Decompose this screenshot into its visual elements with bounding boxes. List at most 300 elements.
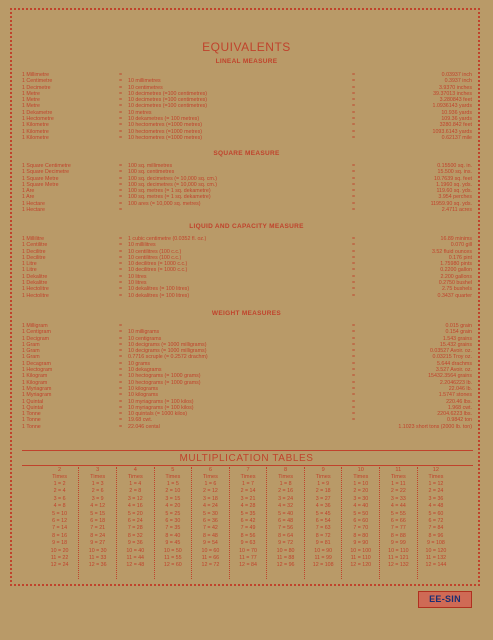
times-row: 5 = 20 xyxy=(127,510,143,517)
table-number: 3 xyxy=(96,467,100,473)
metric-equivalent: 1 cubic centimetre (0.0352 fl. oz.) xyxy=(128,236,207,242)
times-row: 10 = 120 xyxy=(425,547,447,554)
equals-sign: = xyxy=(119,163,123,169)
unit-name: 1 Decilitre xyxy=(22,254,46,261)
times-table-8 xyxy=(266,467,304,579)
times-row: 4 = 44 xyxy=(390,503,406,510)
equals-sign: = xyxy=(119,134,123,141)
equals-sign: = xyxy=(119,97,123,104)
metric-equivalent: 10 decigrams (= 1000 milligrams) xyxy=(128,341,207,348)
equals-sign: = xyxy=(352,207,356,214)
section-rows xyxy=(22,323,474,430)
times-row: 3 = 9 xyxy=(91,495,104,502)
unit-name: 1 Millimetre xyxy=(22,72,50,78)
times-row: 6 = 48 xyxy=(278,517,294,524)
metric-equivalent: 100 sq. metres (= 1 sq. dekametre) xyxy=(128,188,211,195)
imperial-equivalent: 10.7639 sq. feet xyxy=(434,175,472,182)
imperial-equivalent: 39.37013 inches xyxy=(433,90,472,97)
imperial-equivalent: 0.015 grain xyxy=(445,323,472,329)
metric-equivalent: 10 dekametres (= 100 metres) xyxy=(128,116,200,123)
times-label: Times xyxy=(202,474,218,480)
equals-sign: = xyxy=(352,134,356,141)
times-row: 4 = 48 xyxy=(428,503,444,510)
times-row: 1 = 5 xyxy=(166,481,179,487)
metric-equivalent: 100 sq. decimetres (= 10,000 sq. cm.) xyxy=(128,181,218,188)
equals-sign: = xyxy=(119,354,123,361)
imperial-equivalent: 0.62137 mile xyxy=(441,134,472,141)
metric-equivalent: 10 centigrams xyxy=(128,335,162,342)
metric-equivalent: 10 myriagrams (= 100 kilos) xyxy=(128,398,194,405)
unit-name: 1 Litre xyxy=(22,261,37,268)
equals-sign: = xyxy=(119,194,123,201)
times-table-11 xyxy=(379,467,417,579)
unit-name: 1 Dekalitre xyxy=(22,280,48,287)
imperial-equivalent: 1.968 cwt. xyxy=(447,404,472,411)
imperial-equivalent: 1093.6143 yards xyxy=(432,128,472,135)
times-row: 3 = 27 xyxy=(315,495,331,502)
equals-sign: = xyxy=(119,78,123,85)
equals-sign: = xyxy=(352,194,356,201)
times-label: Times xyxy=(240,474,256,480)
unit-name: 1 Metre xyxy=(22,103,40,110)
unit-name: 1 Hectolitre xyxy=(22,286,49,293)
equals-sign: = xyxy=(352,398,356,405)
unit-name: 1 Gram xyxy=(22,348,40,355)
unit-name: 1 Quintal xyxy=(22,398,44,405)
times-row: 11 = 55 xyxy=(164,554,182,561)
equals-sign: = xyxy=(352,286,356,293)
imperial-equivalent: 10.936 yards xyxy=(441,109,472,116)
equals-sign: = xyxy=(119,207,123,214)
equals-sign: = xyxy=(119,242,123,249)
equals-sign: = xyxy=(352,200,356,207)
times-row: 5 = 35 xyxy=(240,510,256,517)
times-row: 10 = 110 xyxy=(388,547,409,554)
times-row: 8 = 56 xyxy=(240,532,256,539)
times-row: 2 = 6 xyxy=(91,488,104,495)
metric-equivalent: 10 grams xyxy=(128,360,151,367)
equals-sign: = xyxy=(119,200,123,207)
times-row: 7 = 63 xyxy=(315,525,331,532)
times-row: 11 = 22 xyxy=(50,554,69,561)
times-row: 7 = 70 xyxy=(353,525,369,532)
times-row: 10 = 70 xyxy=(239,547,257,554)
times-row: 5 = 50 xyxy=(353,510,369,517)
metric-equivalent: 10 kilograms xyxy=(128,392,159,399)
metric-equivalent: 10 millimetres xyxy=(128,78,161,85)
times-row: 8 = 96 xyxy=(428,532,444,539)
metric-equivalent: 10 decilitres (= 1000 c.c.) xyxy=(128,261,188,268)
times-row: 8 = 48 xyxy=(202,532,218,539)
table-number: 2 xyxy=(58,467,62,473)
times-row: 1 = 6 xyxy=(204,481,217,487)
unit-name: 1 Centilitre xyxy=(22,242,48,249)
equals-sign: = xyxy=(119,373,123,380)
times-row: 12 = 84 xyxy=(239,562,257,569)
metric-equivalent: 100 sq. decimetres (= 10,000 sq. cm.) xyxy=(128,175,218,182)
times-label: Times xyxy=(165,474,181,480)
metric-equivalent: 10 hectograms (= 1000 grams) xyxy=(128,379,201,386)
times-row: 8 = 72 xyxy=(315,532,331,539)
unit-name: 1 Litre xyxy=(22,267,37,274)
metric-equivalent: 22.046 cental xyxy=(128,423,160,430)
times-row: 1 = 10 xyxy=(353,481,369,487)
imperial-equivalent: 22.046 lb. xyxy=(448,385,472,392)
imperial-equivalent: 3.527 Avoir. oz. xyxy=(435,367,472,374)
times-row: 1 = 2 xyxy=(53,481,66,487)
equals-sign: = xyxy=(352,273,356,280)
metric-equivalent: 10 hectograms (= 1000 grams) xyxy=(128,373,201,380)
times-row: 8 = 64 xyxy=(278,532,294,539)
times-row: 12 = 24 xyxy=(50,562,69,569)
times-row: 5 = 55 xyxy=(390,510,406,517)
times-row: 1 = 8 xyxy=(279,481,292,487)
equals-sign: = xyxy=(119,116,123,123)
metric-equivalent: 100 ares (= 10,000 sq. metres) xyxy=(128,200,201,207)
times-row: 2 = 18 xyxy=(315,488,331,495)
metric-equivalent: 10 dekagrams xyxy=(128,367,162,374)
times-row: 6 = 72 xyxy=(428,517,444,524)
equals-sign: = xyxy=(352,379,356,386)
times-row: 7 = 21 xyxy=(90,525,106,532)
metric-equivalent: 100 sq. metres (= 1 sq. dekametre) xyxy=(128,194,211,201)
times-row: 2 = 14 xyxy=(240,488,256,495)
times-row: 11 = 66 xyxy=(201,554,220,561)
unit-name: 1 Hectare xyxy=(22,207,45,214)
equals-sign: = xyxy=(352,292,356,299)
equals-sign: = xyxy=(119,323,123,329)
equals-sign: = xyxy=(352,267,356,274)
times-label: Times xyxy=(127,474,143,480)
unit-name: 1 Kilogram xyxy=(22,373,48,380)
equals-sign: = xyxy=(119,248,123,255)
times-row: 5 = 10 xyxy=(52,510,68,517)
equals-sign: = xyxy=(119,379,123,386)
times-row: 8 = 88 xyxy=(390,532,406,539)
equals-sign: = xyxy=(119,417,123,424)
equals-sign: = xyxy=(352,84,356,91)
equals-sign: = xyxy=(119,109,123,116)
table-row xyxy=(22,293,474,299)
section-heading: SQUARE MEASURE xyxy=(213,150,280,157)
times-row: 1 = 4 xyxy=(129,481,142,487)
unit-name: 1 Kilometre xyxy=(22,134,49,141)
times-label: Times xyxy=(52,474,68,480)
times-row: 1 = 11 xyxy=(391,481,406,487)
metric-equivalent: 10 decigrams (= 1000 milligrams) xyxy=(128,348,207,355)
times-row: 12 = 96 xyxy=(276,562,295,569)
equals-sign: = xyxy=(119,292,123,299)
metric-equivalent: 19.68 cwt. xyxy=(128,417,153,424)
section-rows xyxy=(22,236,474,299)
section-heading: WEIGHT MEASURES xyxy=(211,310,282,317)
times-row: 4 = 20 xyxy=(165,503,181,510)
section-rows xyxy=(22,163,474,213)
imperial-equivalent: 1.1960 sq. yds. xyxy=(436,181,472,188)
unit-name: 1 Square Metre xyxy=(22,175,59,182)
unit-name: 1 Gram xyxy=(22,341,40,348)
metric-equivalent: 10 litres xyxy=(128,280,147,287)
times-row: 3 = 30 xyxy=(353,495,369,502)
unit-name: 1 Square Centimetre xyxy=(22,163,71,169)
times-row: 6 = 36 xyxy=(202,517,218,524)
imperial-equivalent: 0.3937 inch xyxy=(444,78,472,85)
times-row: 3 = 12 xyxy=(127,495,143,502)
times-row: 6 = 54 xyxy=(315,517,331,524)
equals-sign: = xyxy=(119,392,123,399)
equals-sign: = xyxy=(352,385,356,392)
times-table-2 xyxy=(41,467,79,579)
imperial-equivalent: 1.543 grains xyxy=(442,335,472,342)
metric-equivalent: 10 myriagrams (= 100 kilos) xyxy=(128,404,194,411)
metric-equivalent: 10 quintals (= 1000 kilos) xyxy=(128,411,188,418)
equals-sign: = xyxy=(352,367,356,374)
metric-equivalent: 10 centilitres (100 c.c.) xyxy=(128,254,182,261)
times-row: 5 = 60 xyxy=(428,510,444,517)
times-row: 4 = 24 xyxy=(202,503,218,510)
equals-sign: = xyxy=(119,169,123,176)
equals-sign: = xyxy=(119,236,123,242)
imperial-equivalent: 0.9842 ton xyxy=(446,417,472,424)
imperial-equivalent: 0.2200 gallon xyxy=(440,267,472,274)
unit-name: 1 Decimetre xyxy=(22,84,51,91)
metric-equivalent: 10 metres xyxy=(128,109,152,116)
unit-name: 1 Hectogram xyxy=(22,367,53,374)
times-row: 2 = 12 xyxy=(202,488,218,495)
equals-sign: = xyxy=(119,128,123,135)
equals-sign: = xyxy=(352,236,356,242)
equals-sign: = xyxy=(352,181,356,188)
times-row: 6 = 24 xyxy=(127,517,143,524)
times-label: Times xyxy=(353,474,369,480)
equals-sign: = xyxy=(352,392,356,399)
times-row: 4 = 16 xyxy=(127,503,143,510)
equals-sign: = xyxy=(119,404,123,411)
unit-name: 1 Square Decimetre xyxy=(22,169,70,176)
unit-name: 1 Gram xyxy=(22,354,40,361)
times-row: 11 = 121 xyxy=(388,554,409,561)
times-row: 3 = 24 xyxy=(278,495,294,502)
times-row: 11 = 132 xyxy=(425,554,447,561)
times-row: 1 = 7 xyxy=(242,481,254,487)
unit-name: 1 Tonne xyxy=(22,417,41,424)
times-row: 9 = 63 xyxy=(240,540,256,547)
times-table-7 xyxy=(229,467,267,579)
unit-name: 1 Centimetre xyxy=(22,78,53,85)
page-title: EQUIVALENTS xyxy=(202,40,291,54)
imperial-equivalent: 2.200 gallons xyxy=(440,273,472,280)
equals-sign: = xyxy=(352,417,356,424)
unit-name: 1 Dekalitre xyxy=(22,273,48,280)
times-row: 7 = 42 xyxy=(202,525,218,532)
metric-equivalent: 10 centilitres (100 c.c.) xyxy=(128,248,182,255)
imperial-equivalent: 2.2046223 lb. xyxy=(439,379,472,386)
times-table-3 xyxy=(78,467,116,579)
unit-name: 1 Quintal xyxy=(22,404,44,411)
times-row: 12 = 36 xyxy=(88,562,107,569)
unit-name: 1 Metre xyxy=(22,97,40,104)
equals-sign: = xyxy=(119,181,123,188)
table-row xyxy=(22,424,474,430)
unit-name: 1 Myriagram xyxy=(22,392,52,399)
equals-sign: = xyxy=(352,72,356,78)
times-row: 9 = 72 xyxy=(278,540,294,547)
unit-name: 1 Are xyxy=(22,188,35,195)
equals-sign: = xyxy=(352,116,356,123)
times-row: 6 = 18 xyxy=(90,517,106,524)
equals-sign: = xyxy=(352,373,356,380)
imperial-equivalent: 2.4711 acres xyxy=(441,207,472,214)
equals-sign: = xyxy=(119,360,123,367)
equals-sign: = xyxy=(119,329,123,336)
times-label: Times xyxy=(390,474,406,480)
unit-name: 1 Hectometre xyxy=(22,116,54,123)
unit-name: 1 Myriagram xyxy=(22,385,52,392)
equals-sign: = xyxy=(119,175,123,182)
times-row: 10 = 50 xyxy=(163,547,182,554)
times-row: 3 = 36 xyxy=(428,495,444,502)
equals-sign: = xyxy=(352,97,356,104)
times-row: 10 = 90 xyxy=(314,547,333,554)
imperial-equivalent: 0.15500 sq. in. xyxy=(437,163,472,169)
imperial-equivalent: 15432.3564 grains xyxy=(428,373,472,380)
times-row: 12 = 48 xyxy=(126,562,145,569)
imperial-equivalent: 3280.842 feet xyxy=(439,122,472,129)
metric-equivalent: 10 millilitres xyxy=(128,242,156,249)
times-row: 3 = 6 xyxy=(53,495,66,502)
times-row: 9 = 99 xyxy=(390,540,406,547)
equals-sign: = xyxy=(352,175,356,182)
equals-sign: = xyxy=(352,169,356,176)
times-row: 6 = 12 xyxy=(52,517,68,524)
times-row: 2 = 8 xyxy=(129,488,142,495)
times-row: 10 = 80 xyxy=(276,547,295,554)
table-row xyxy=(22,135,474,141)
imperial-equivalent: 5.644 drachms xyxy=(436,360,472,367)
imperial-equivalent: 3.280843 feet xyxy=(439,97,472,104)
equals-sign: = xyxy=(119,335,123,342)
section-rows xyxy=(22,72,474,141)
equals-sign: = xyxy=(352,242,356,249)
times-row: 12 = 72 xyxy=(201,562,220,569)
equals-sign: = xyxy=(119,286,123,293)
unit-name: 1 Hectare xyxy=(22,200,45,207)
times-row: 2 = 24 xyxy=(428,488,444,495)
unit-name: 1 Kilometre xyxy=(22,122,49,129)
times-row: 12 = 60 xyxy=(163,562,182,569)
times-label: Times xyxy=(90,474,106,480)
equals-sign: = xyxy=(119,267,123,274)
equals-sign: = xyxy=(119,188,123,195)
unit-name: 1 Decagram xyxy=(22,360,51,367)
times-row: 6 = 30 xyxy=(165,517,181,524)
unit-name: 1 Decilitre xyxy=(22,248,46,255)
equals-sign: = xyxy=(119,398,123,405)
times-row: 9 = 45 xyxy=(165,540,181,547)
equals-sign: = xyxy=(352,404,356,411)
times-row: 8 = 40 xyxy=(165,532,181,539)
unit-name: 1 Dekametre xyxy=(22,109,53,116)
imperial-equivalent: 0.154 grain xyxy=(445,329,472,336)
equals-sign: = xyxy=(119,122,123,129)
times-row: 5 = 45 xyxy=(315,510,331,517)
metric-equivalent: 10 dekalitres (= 100 litres) xyxy=(128,292,190,299)
times-row: 11 = 77 xyxy=(239,554,257,561)
times-table-10 xyxy=(341,467,379,579)
times-row: 9 = 90 xyxy=(353,540,369,547)
equals-sign: = xyxy=(352,122,356,129)
times-row: 9 = 108 xyxy=(427,540,445,547)
equals-sign: = xyxy=(352,188,356,195)
times-row: 3 = 33 xyxy=(390,495,406,502)
times-row: 9 = 36 xyxy=(127,540,143,547)
times-row: 11 = 44 xyxy=(126,554,144,561)
imperial-equivalent: 1.5747 stones xyxy=(438,392,472,399)
imperial-equivalent: 15.432 grains xyxy=(439,341,472,348)
table-number: 10 xyxy=(357,467,364,473)
unit-name: 1 Kilogram xyxy=(22,379,48,386)
times-row: 9 = 18 xyxy=(52,540,68,547)
times-row: 6 = 42 xyxy=(240,517,256,524)
imperial-equivalent: 3.954 perches xyxy=(438,194,472,201)
unit-name: 1 Are xyxy=(22,194,35,201)
equals-sign: = xyxy=(352,261,356,268)
times-table-12 xyxy=(417,467,455,579)
times-row: 12 = 120 xyxy=(350,562,372,569)
imperial-equivalent: 0.03215 Troy oz. xyxy=(432,354,472,361)
times-row: 4 = 12 xyxy=(90,503,106,510)
imperial-equivalent: 119.60 sq. yds. xyxy=(436,188,472,195)
table-number: 5 xyxy=(171,467,175,473)
imperial-equivalent: 0.070 gill xyxy=(450,242,472,249)
times-row: 4 = 36 xyxy=(315,503,331,510)
times-row: 2 = 16 xyxy=(278,488,294,495)
imperial-equivalent: 109.36 yards xyxy=(441,116,472,123)
metric-equivalent: 10 decilitres (= 1000 c.c.) xyxy=(128,267,188,274)
times-row: 1 = 3 xyxy=(91,481,104,487)
times-row: 7 = 56 xyxy=(278,525,294,532)
section-heading: LIQUID AND CAPACITY MEASURE xyxy=(189,223,304,230)
times-row: 1 = 12 xyxy=(428,481,444,487)
times-row: 10 = 20 xyxy=(50,547,69,554)
times-row: 11 = 33 xyxy=(88,554,107,561)
equals-sign: = xyxy=(119,273,123,280)
times-row: 10 = 60 xyxy=(201,547,220,554)
times-row: 3 = 15 xyxy=(165,495,181,502)
times-table-4 xyxy=(116,467,154,579)
metric-equivalent: 10 milligrams xyxy=(128,329,160,336)
equals-sign: = xyxy=(119,90,123,97)
times-row: 7 = 49 xyxy=(240,525,256,532)
imperial-equivalent: 15.500 sq. ins. xyxy=(437,169,472,176)
times-row: 5 = 30 xyxy=(202,510,218,517)
metric-equivalent: 10 litres xyxy=(128,273,147,280)
imperial-equivalent: 0.176 pint xyxy=(448,254,472,261)
imperial-equivalent: 1.1023 short tons (2000 lb. ton) xyxy=(398,423,472,430)
equals-sign: = xyxy=(352,354,356,361)
imperial-equivalent: 1.0936143 yards xyxy=(432,103,472,110)
equals-sign: = xyxy=(352,335,356,342)
times-table-5 xyxy=(154,467,192,579)
imperial-equivalent: 0.03937 inch xyxy=(441,72,472,78)
times-row: 2 = 22 xyxy=(390,488,406,495)
times-row: 11 = 99 xyxy=(314,554,332,561)
unit-name: 1 Hectolitre xyxy=(22,292,49,299)
equals-sign: = xyxy=(119,423,123,430)
times-row: 7 = 35 xyxy=(165,525,181,532)
equals-sign: = xyxy=(352,78,356,85)
table-number: 4 xyxy=(133,467,137,473)
